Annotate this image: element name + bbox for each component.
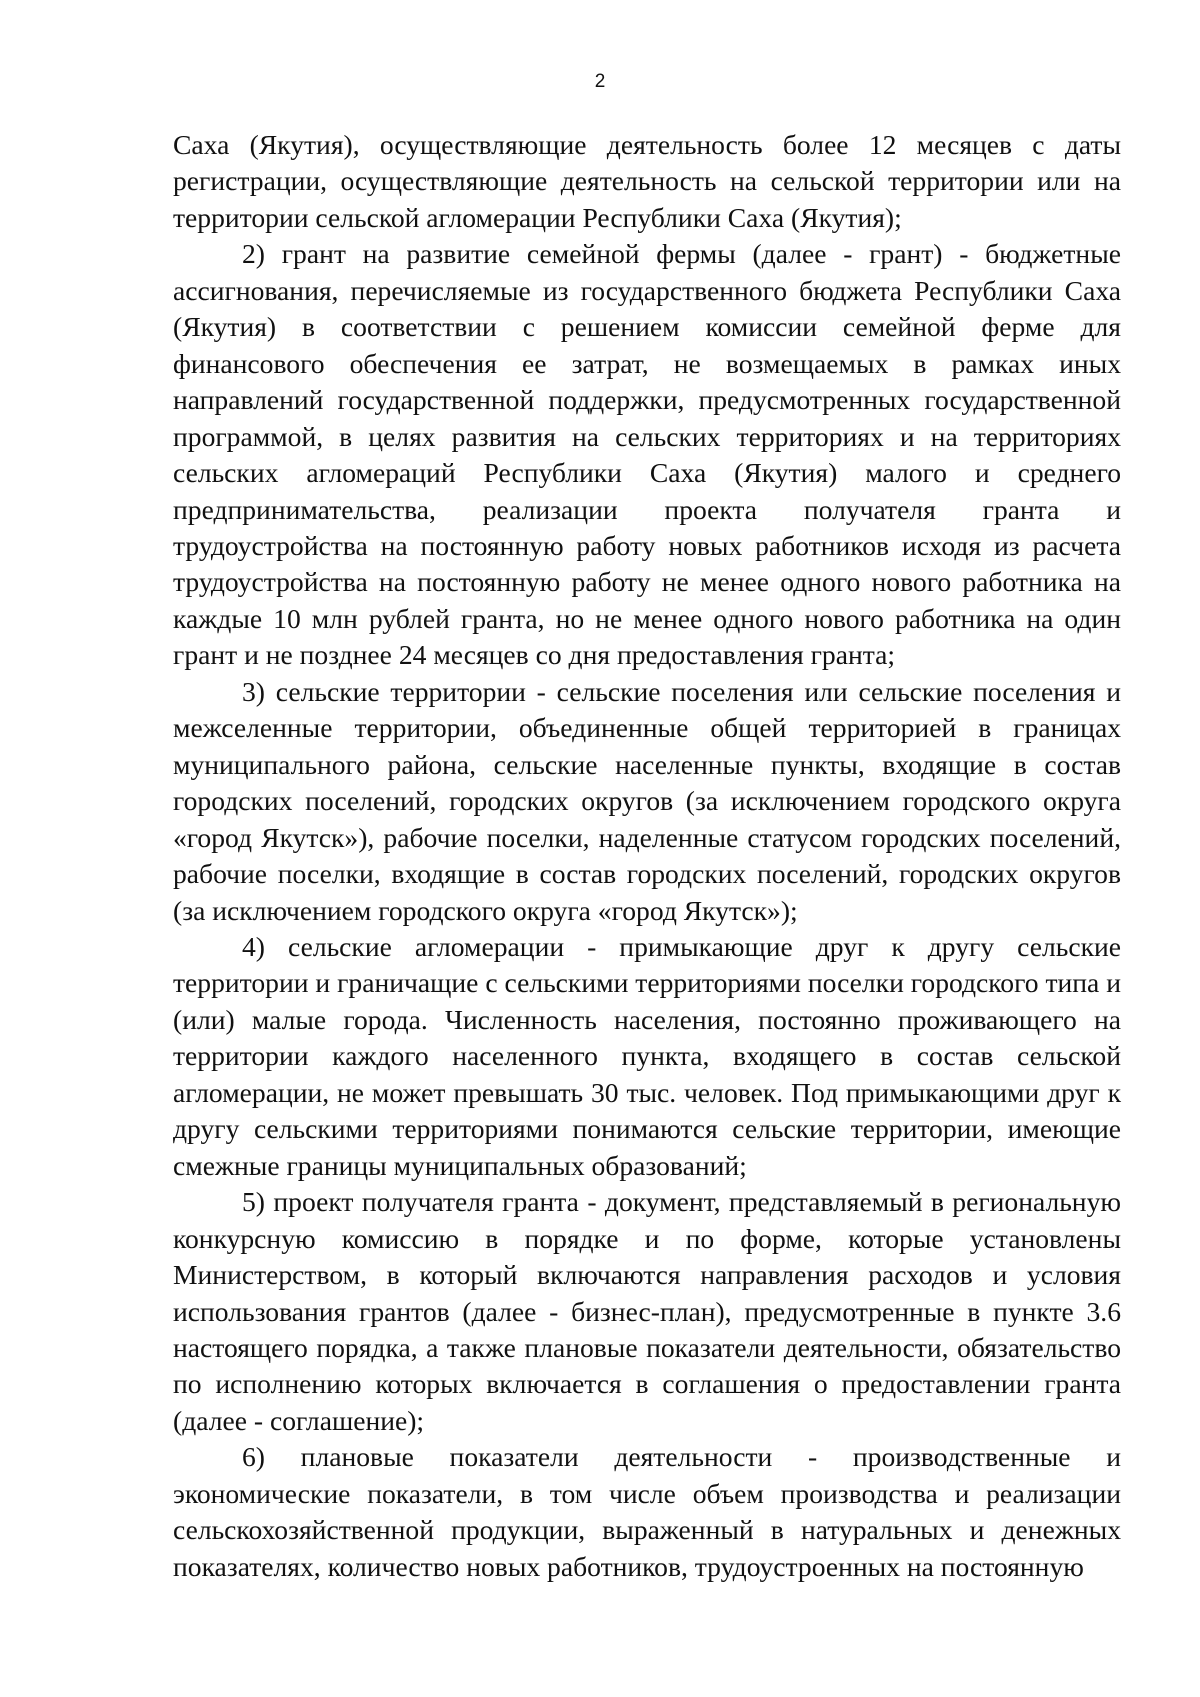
- paragraph-item-6-indicators: 6) плановые показатели деятельности - производственные и экономические показатели, в том числе объем производства и реализации сельскохозяйственной продукции, выраженный в натуральных и денежных показателях, количество новых работников, трудоустроенных на постоянную: [173, 1441, 1121, 1582]
- page-number: 2: [594, 71, 606, 92]
- paragraph-item-5-project: 5) проект получателя гранта - документ, представляемый в региональную конкурсную комиссию в порядке и по форме, которые установлены Министерством, в который включаются направления расходов и условия использования грантов (далее - бизнес-план), предусмотренные в пункте 3.6 настоящего порядка, а также плановые показатели деятельности, обязательство по исполнению которых включается в соглашения о предоставлении гранта (далее - соглашение);: [173, 1186, 1121, 1436]
- paragraph-item-3-rural-territories: 3) сельские территории - сельские поселения или сельские поселения и межселенные территории, объединенные общей территорией в границах муниципального района, сельские населенные пункты, входящие в состав городских поселений, городских округов (за исключением городского округа «город Якутск»), рабочие поселки, наделенные статусом городских поселений, рабочие поселки, входящие в состав городских поселений, городских округов (за исключением городского округа «город Якутск»);: [173, 675, 1121, 926]
- paragraph-item-4-rural-agglomerations: 4) сельские агломерации - примыкающие друг к другу сельские территории и граничащие с сельскими территориями поселки городского типа и (или) малые города. Численность населения, постоянно проживающего на территории каждого населенного пункта, входящего в состав сельской агломерации, не может превышать 30 тыс. человек. Под примыкающими друг к другу сельскими территориями понимаются сельские территории, имеющие смежные границы муниципальных образований;: [173, 930, 1121, 1181]
- paragraph-continuation: Саха (Якутия), осуществляющие деятельность более 12 месяцев с даты регистрации, осуществляющие деятельность на сельской территории или на территории сельской агломерации Республики Саха (Якутия);: [173, 129, 1121, 233]
- paragraph-item-2-grant: 2) грант на развитие семейной фермы (далее - грант) - бюджетные ассигнования, перечисляемые из государственного бюджета Республики Саха (Якутия) в соответствии с решением комиссии семейной ферме для финансового обеспечения ее затрат, не возмещаемых в рамках иных направлений государственной поддержки, предусмотренных государственной программой, в целях развития на сельских территориях и на территориях сельских агломераций Республики Саха (Якутия) малого и среднего предпринимательства, реализации проекта получателя гранта и трудоустройства на постоянную работу новых работников исходя из расчета трудоустройства на постоянную работу не менее одного нового работника на каждые 10 млн рублей гранта, но не менее одного нового работника на один грант и не позднее 24 месяцев со дня предоставления гранта;: [173, 238, 1121, 671]
- document-body: [173, 127, 1121, 1585]
